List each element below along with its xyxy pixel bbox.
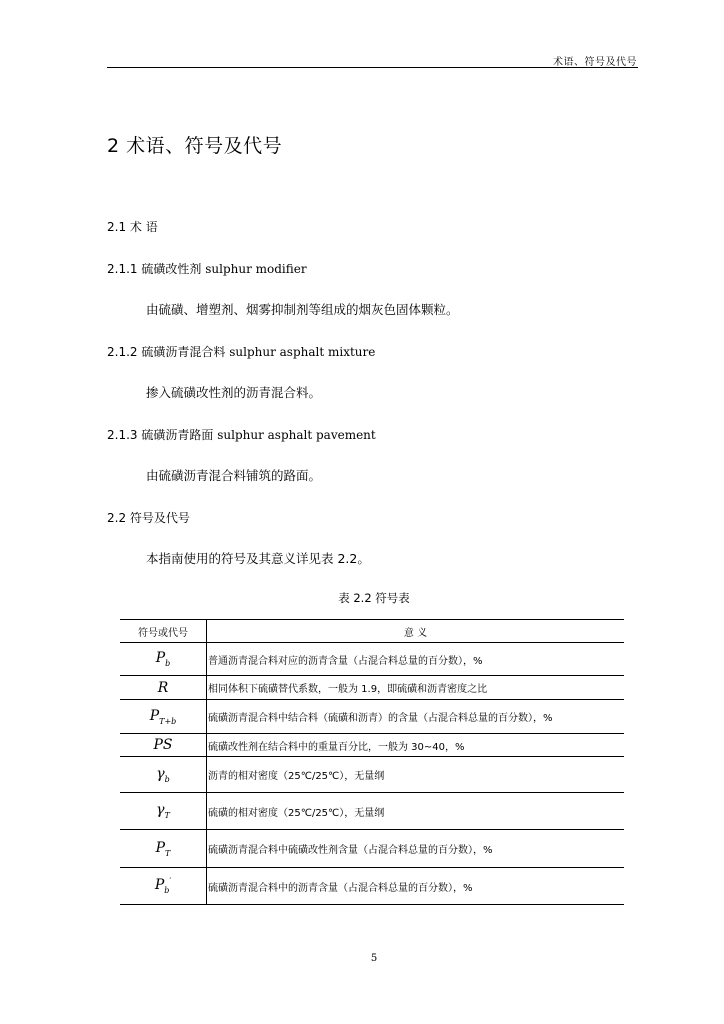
symbol-base: R — [157, 679, 169, 696]
symbol-cell — [120, 830, 207, 868]
term-definition-2-1-2: 掺入硫磺改性剂的沥青混合料。 — [146, 385, 322, 400]
term-en: sulphur asphalt pavement — [217, 428, 376, 442]
table-row — [120, 676, 624, 700]
term-number: 2.1.2 — [107, 345, 138, 359]
symbol-math — [156, 766, 170, 782]
meaning-cell: 沥青的相对密度（25℃/25℃），无量纲 — [207, 757, 625, 793]
symbol-math — [150, 708, 177, 724]
symbol-cell — [120, 793, 207, 830]
meaning-cell: 相同体积下硫磺替代系数，一般为 1.9，即硫磺和沥青密度之比 — [207, 676, 625, 700]
table-row — [120, 643, 624, 676]
page-number: 5 — [370, 953, 378, 964]
symbol-base: P — [155, 650, 166, 667]
term-cn: 硫磺沥青混合料 — [141, 345, 226, 359]
symbol-base: P — [149, 707, 160, 724]
table-row — [120, 700, 624, 734]
table-header-row — [120, 620, 624, 643]
symbol-math — [156, 802, 170, 818]
running-header: 术语、符号及代号 — [553, 57, 637, 68]
table-row — [120, 793, 624, 830]
symbol-subscript: T — [164, 810, 170, 820]
table-row — [120, 734, 624, 757]
symbol-cell — [120, 868, 207, 905]
term-definition-2-1-3: 由硫磺沥青混合料铺筑的路面。 — [146, 468, 322, 483]
symbol-base: γ — [156, 765, 165, 782]
term-2-1-3 — [107, 426, 376, 443]
symbol-subscript: T+b — [159, 716, 177, 726]
meaning-cell: 硫磺改性剂在结合料中的重量百分比，一般为 30~40，% — [207, 734, 625, 757]
table-caption: 表 2.2 符号表 — [338, 591, 410, 605]
symbol-superscript: ′ — [169, 876, 172, 886]
symbol-cell — [120, 757, 207, 793]
meaning-cell: 硫磺沥青混合料中的沥青含量（占混合料总量的百分数），% — [207, 868, 625, 905]
term-number: 2.1.1 — [107, 262, 138, 276]
meaning-cell: 硫磺的相对密度（25℃/25℃），无量纲 — [207, 793, 625, 830]
section-intro-2-2: 本指南使用的符号及其意义详见表 2.2。 — [146, 551, 370, 566]
chapter-title: 2 术语、符号及代号 — [107, 135, 283, 157]
symbol-table — [120, 619, 624, 905]
symbol-cell — [120, 700, 207, 734]
table-row — [120, 757, 624, 793]
symbol-base: P — [155, 839, 166, 856]
meaning-cell: 硫磺沥青混合料中硫磺改性剂含量（占混合料总量的百分数），% — [207, 830, 625, 868]
symbol-base: P — [154, 877, 165, 894]
term-cn: 硫磺沥青路面 — [141, 428, 214, 442]
term-2-1-1 — [107, 260, 307, 277]
term-cn: 硫磺改性剂 — [141, 262, 202, 276]
symbol-cell — [120, 734, 207, 757]
symbol-math — [156, 650, 171, 666]
symbol-math — [156, 840, 171, 856]
meaning-cell: 硫磺沥青混合料中结合料（硫磺和沥青）的含量（占混合料总量的百分数），% — [207, 700, 625, 734]
symbol-base: PS — [153, 737, 173, 753]
term-number: 2.1.3 — [107, 428, 138, 442]
symbol-cell — [120, 643, 207, 676]
symbol-subscript: T — [165, 848, 171, 858]
header-rule — [107, 67, 638, 68]
symbol-math — [158, 680, 169, 696]
term-2-1-2 — [107, 343, 375, 360]
meaning-cell: 普通沥青混合料对应的沥青含量（占混合料总量的百分数），% — [207, 643, 625, 676]
symbol-base: γ — [156, 802, 165, 819]
table-row — [120, 830, 624, 868]
column-header-meaning: 意 义 — [207, 620, 625, 643]
section-heading-2-1: 2.1 术 语 — [107, 220, 158, 234]
table-row — [120, 868, 624, 905]
section-heading-2-2: 2.2 符号及代号 — [107, 511, 190, 525]
symbol-subscript: b — [165, 658, 171, 668]
symbol-subscript: b — [164, 886, 170, 896]
symbol-cell — [120, 676, 207, 700]
term-en: sulphur asphalt mixture — [229, 345, 376, 359]
symbol-math — [154, 876, 172, 896]
symbol-subscript: b — [164, 774, 170, 784]
term-en: sulphur modifier — [205, 262, 307, 276]
symbol-math — [153, 737, 172, 753]
column-header-symbol: 符号或代号 — [120, 620, 207, 643]
term-definition-2-1-1: 由硫磺、增塑剂、烟雾抑制剂等组成的烟灰色固体颗粒。 — [146, 302, 459, 317]
